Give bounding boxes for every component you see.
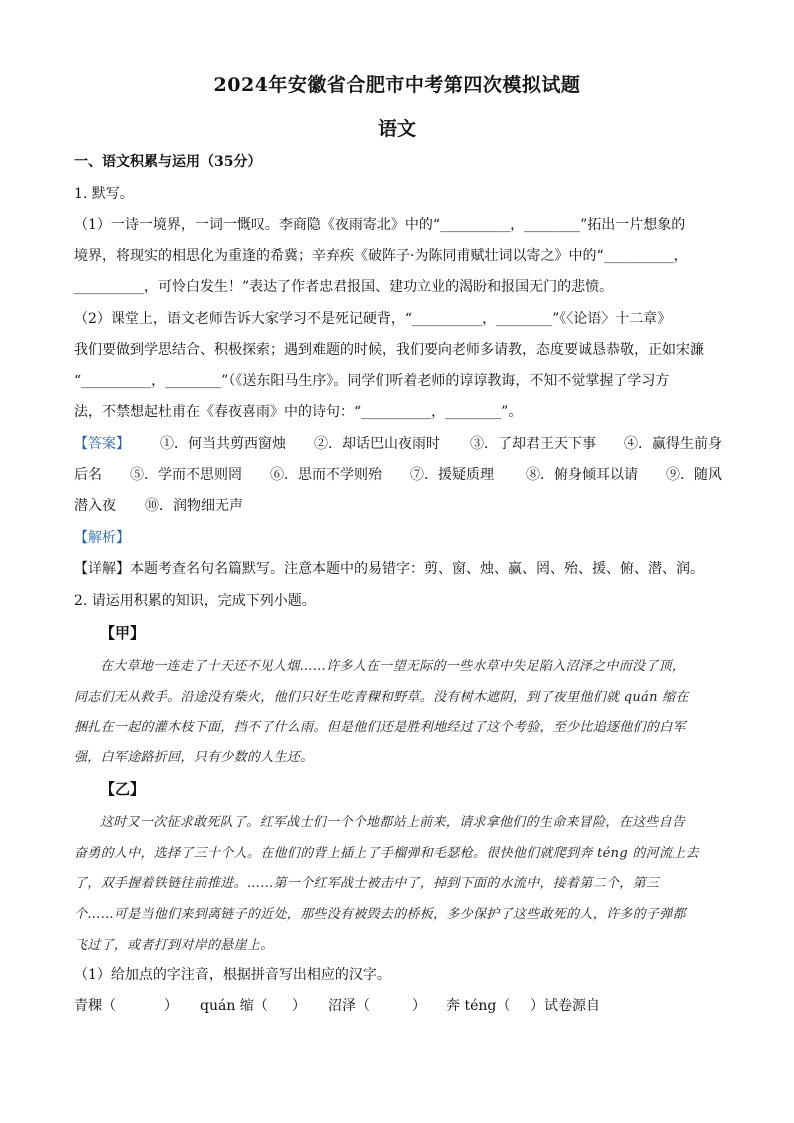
q1-part2-line3: “__________，________”（《送东阳马生序》。同学们听着老师的谆谆教诲，不知不觉掌握了学习方 (74, 373, 670, 389)
analysis-tag: 【解析】 (74, 530, 130, 546)
detail-text: 本题考查名句名篇默写。注意本题中的易错字：剪、窗、烛、赢、罔、殆、援、俯、潜、润。 (130, 561, 704, 577)
q1-part1-line3: __________，可怜白发生！”表达了作者忠君报国、建功立业的渴盼和报国无门的悲愤。 (74, 279, 614, 295)
answer-item: ⑩．润物细无声 (145, 498, 243, 514)
q1-part1-line2: 境界，将现实的相思化为重逢的希冀；辛弃疾《破阵子·为陈同甫赋壮词以寄之》中的“__________， (74, 248, 688, 264)
passage-jia-line: 强，白军途路折回，只有少数的人生还。 (74, 750, 314, 765)
answer-item: 后名 (74, 467, 102, 483)
answer-item: ④．赢得生前身 (624, 436, 722, 452)
exam-title: 2024年安徽省合肥市中考第四次模拟试题 (213, 74, 581, 96)
question-2-sub1: （1）给加点的字注音，根据拼音写出相应的汉字。 (74, 967, 391, 983)
subject-title: 语文 (377, 118, 416, 140)
passage-jia-line: 捆扎在一起的灌木枝下面，挡不了什么雨。但是他们还是胜利地经过了这个考验，至少比追逐他们的白军 (74, 720, 686, 735)
answer-item: ⑦．援疑质理 (410, 467, 494, 483)
answer-item: ②．却话巴山夜雨时 (314, 436, 440, 452)
passage-yi-line: 飞过了，或者打到对岸的悬崖上。 (74, 938, 274, 953)
section-heading: 一、语文积累与运用（35分） (74, 154, 262, 170)
fill-item: ） (412, 998, 426, 1014)
passage-jia-heading: 【甲】 (100, 624, 146, 642)
detail-paragraph (74, 558, 704, 578)
fill-item: 沼泽（ (328, 998, 370, 1014)
fill-item: ）试卷源自 (530, 998, 600, 1014)
passage-yi-line: 奋勇的人中，选择了三十个人。在他们的背上插上了手榴弹和毛瑟枪。很快他们就爬到奔 téng 的河流上去 (74, 846, 699, 861)
q1-part2-line4: 法，不禁想起杜甫在《春夜喜雨》中的诗句：“__________，________”。 (74, 404, 523, 420)
detail-tag: 【详解】 (74, 561, 130, 577)
fill-item: ） (292, 998, 306, 1014)
fill-item: 青稞（ (74, 998, 116, 1014)
passage-yi-heading: 【乙】 (100, 780, 146, 798)
answer-item: ③．了却君王天下事 (470, 436, 596, 452)
answer-item: 潜入夜 (74, 498, 116, 514)
answer-item: ⑧．俯身倾耳以请 (526, 467, 638, 483)
question-1-label: 1. 默写。 (74, 186, 134, 202)
q1-part2-line1: （2）课堂上，语文老师告诉大家学习不是死记硬背，“__________，________”《〈论语〉十二章》 (74, 311, 672, 327)
fill-item: 奔 téng（ (446, 998, 511, 1014)
fill-item: ） (164, 998, 178, 1014)
passage-yi-line: 这时又一次征求敢死队了。红军战士们一个个地都站上前来，请求拿他们的生命来冒险，在这些自告 (100, 815, 686, 830)
q1-part2-line2: 我们要做到学思结合、积极探索；遇到难题的时候，我们要向老师多请教，态度要诚恳恭敬，正如宋濂 (74, 342, 704, 358)
answer-item: ⑨．随风 (666, 467, 722, 483)
answer-item: ①．何当共剪西窗烛 (160, 436, 286, 452)
passage-yi-line: 了，双手握着铁链往前推进。……第一个红军战士被击中了，掉到下面的水流中，接着第二个，第三 (74, 876, 660, 891)
fill-item: quán 缩（ (200, 998, 268, 1014)
passage-jia-line: 同志们无从救手。沿途没有柴火，他们只好生吃青稞和野草。没有树木遮阴，到了夜里他们就 quán 缩在 (74, 690, 689, 705)
answer-item: ⑥．思而不学则殆 (270, 467, 382, 483)
question-2-label: 2. 请运用积累的知识，完成下列小题。 (74, 593, 316, 609)
answer-tag: 【答案】 (74, 436, 130, 452)
answer-item: ⑤．学而不思则罔 (130, 467, 242, 483)
passage-jia-line: 在大草地一连走了十天还不见人烟……许多人在一望无际的一些水草中失足陷入沼泽之中而没了顶， (100, 659, 686, 674)
q1-part1-line1: （1）一诗一境界，一词一慨叹。李商隐《夜雨寄北》中的“__________，________”拓出一片想象的 (74, 217, 686, 233)
passage-yi-line: 个……可是当他们来到离链子的近处，那些没有被毁去的桥板，多少保护了这些敢死的人，许多的子弹都 (74, 907, 686, 922)
